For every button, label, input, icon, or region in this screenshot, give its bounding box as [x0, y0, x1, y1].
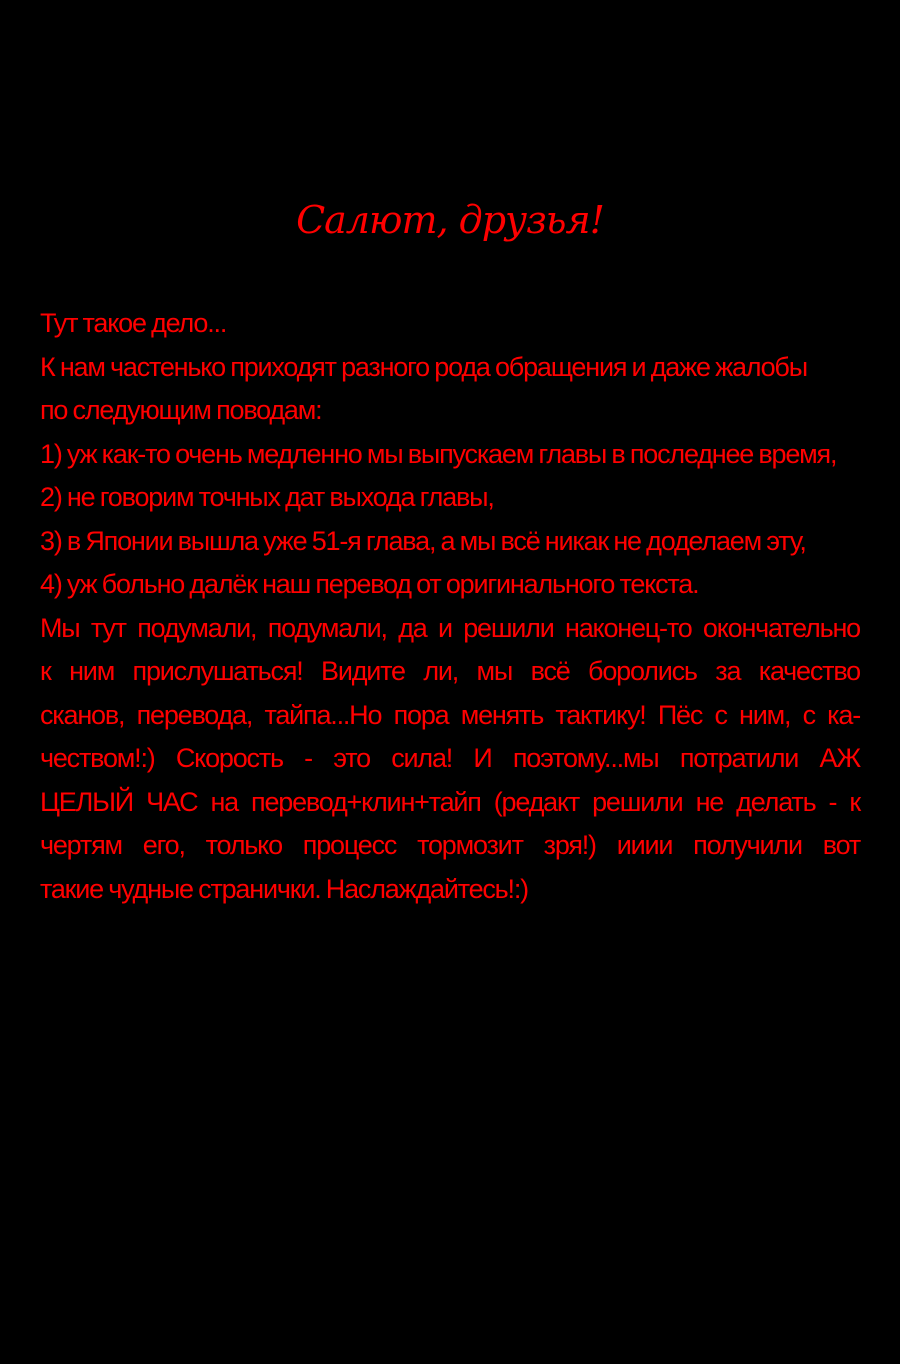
text-line: 2) не говорим точных дат выхода главы,: [40, 482, 494, 512]
text-line: по следующим поводам:: [40, 395, 322, 425]
text-line: 1) уж как-то очень медленно мы выпускаем главы в последнее время,: [40, 438, 837, 469]
text-line: К нам частенько приходят разного рода обращения и даже жалобы: [40, 351, 807, 382]
text-line: Тут такое дело...: [40, 308, 227, 338]
text-line: ЦЕЛЫЙ ЧАС на перевод+клин+тайп (редакт решили не делать - к: [40, 786, 860, 817]
text-line: чеством!:) Скорость - это сила! И поэтому...мы потратили АЖ: [40, 743, 860, 773]
text-line: 3) в Японии вышла уже 51-я глава, а мы всё никак не доделаем эту,: [40, 525, 806, 556]
page-title: Салют, друзья!: [296, 198, 604, 242]
announcement-text: [40, 302, 860, 911]
text-line: Мы тут подумали, подумали, да и решили наконец-то окончательно: [40, 612, 860, 643]
text-line: сканов, перевода, тайпа...Но пора менять тактику! Пёс с ним, с ка-: [40, 699, 860, 730]
text-line: чертям его, только процесс тормозит зря!) ииии получили вот: [40, 830, 860, 860]
text-line: такие чудные странички. Наслаждайтесь!:): [40, 873, 528, 904]
text-line: 4) уж больно далёк наш перевод от оригинального текста.: [40, 569, 699, 599]
text-line: к ним прислушаться! Видите ли, мы всё боролись за качество: [40, 656, 860, 686]
